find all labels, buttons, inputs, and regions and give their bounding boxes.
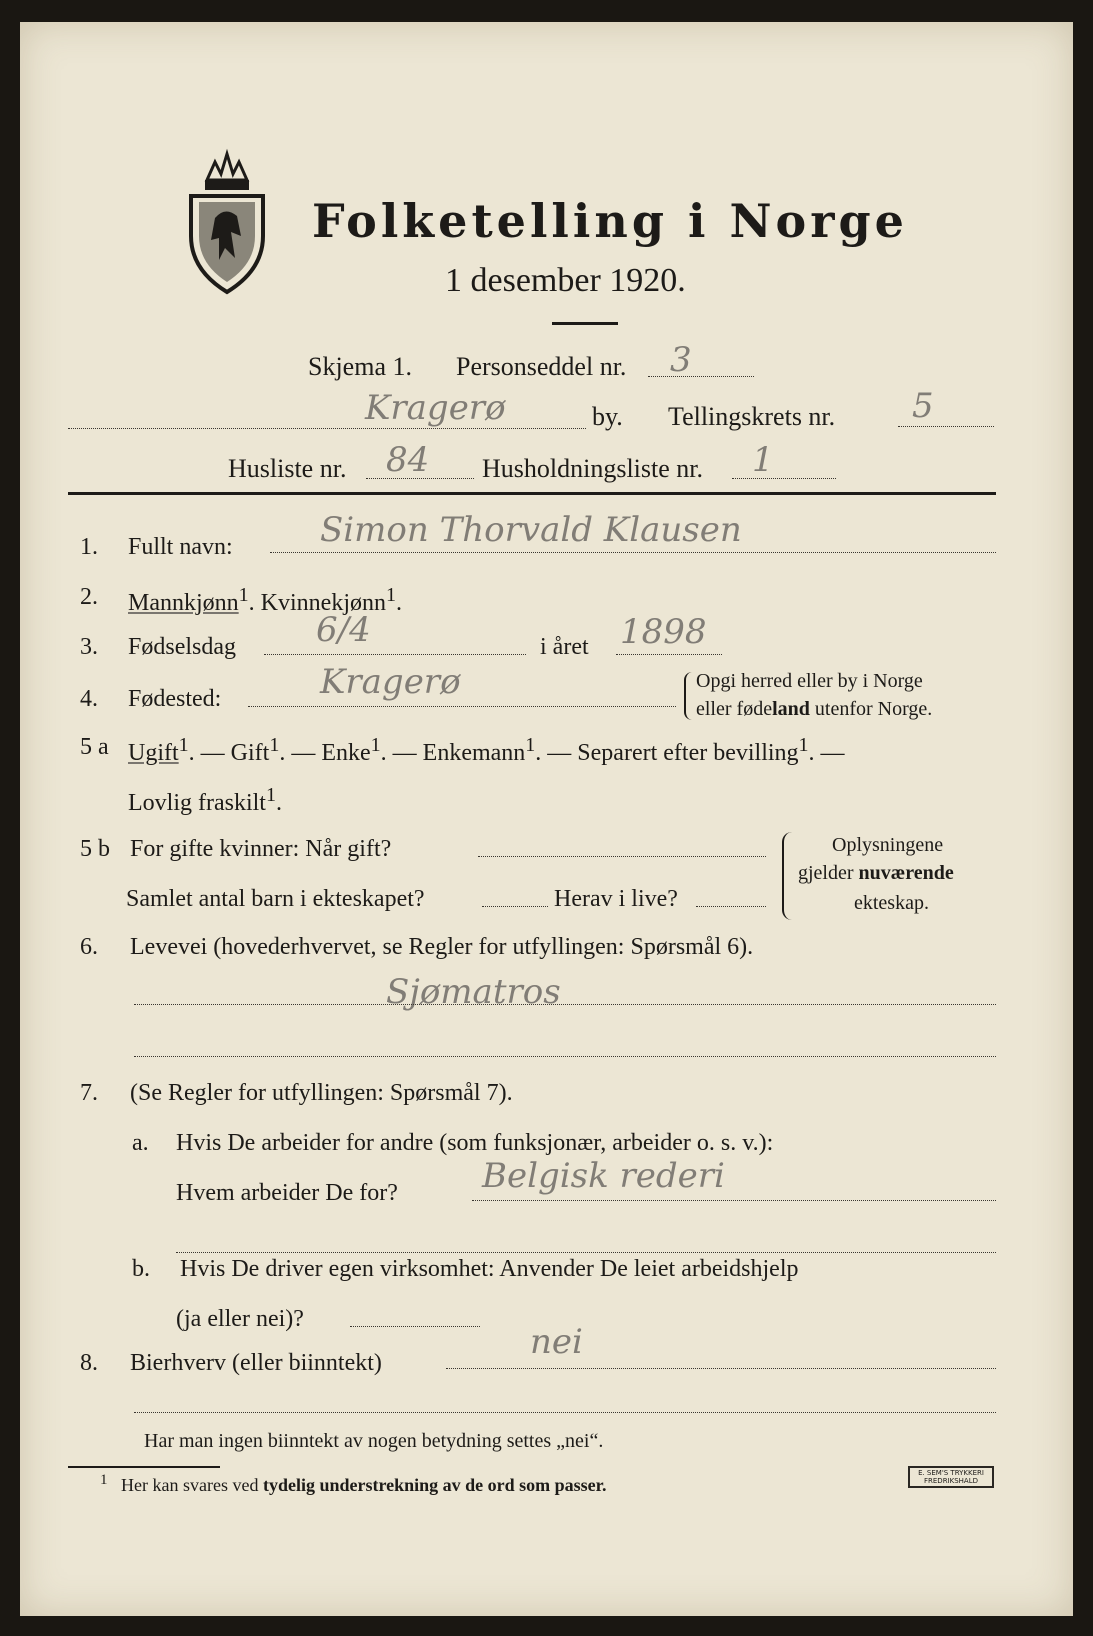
sup-separert: 1	[798, 734, 809, 756]
census-form	[20, 22, 1073, 1616]
q7-label: (Se Regler for utfyllingen: Spørsmål 7).	[130, 1080, 513, 1106]
husholdningsliste-line	[732, 478, 836, 479]
footnote-text-b: tydelig understrekning av de ord som passer.	[262, 1475, 607, 1495]
barn-label: Samlet antal barn i ekteskapet?	[126, 886, 425, 912]
q6-number: 6.	[80, 934, 98, 960]
q4-note-line1: Opgi herred eller by i Norge	[696, 670, 923, 692]
by-label: by.	[592, 402, 623, 431]
norway-coat-of-arms-icon	[185, 140, 269, 296]
option-gift[interactable]: — Gift	[200, 740, 270, 766]
q6-label: Levevei (hovederhvervet, se Regler for utfyllingen: Spørsmål 6).	[130, 934, 754, 960]
footnote	[100, 1472, 607, 1496]
q4-note-line2	[696, 698, 932, 721]
q5b-label: For gifte kvinner: Når gift?	[130, 836, 392, 862]
personseddel-line	[648, 376, 754, 377]
q7-number: 7.	[80, 1080, 98, 1106]
by-line	[68, 428, 586, 429]
sup-mann: 1	[238, 584, 249, 606]
q4-line	[248, 706, 676, 707]
q7b-text: Hvis De driver egen virksomhet: Anvender De leiet arbeidshjelp	[180, 1256, 799, 1282]
footnote-text-a: Her kan svares ved	[121, 1475, 263, 1495]
husholdningsliste-value[interactable]: 1	[752, 440, 774, 480]
q7a-line	[472, 1200, 996, 1201]
full-name-value[interactable]: Simon Thorvald Klausen	[320, 510, 742, 550]
footnote-rule	[68, 1466, 220, 1468]
header-rule	[68, 492, 996, 495]
q4-note-b: land	[772, 698, 810, 720]
q8-line2	[134, 1412, 996, 1413]
birthplace-value[interactable]: Kragerø	[320, 662, 461, 702]
q7a-letter: a.	[132, 1130, 149, 1156]
q4-note-c: utenfor Norge.	[809, 698, 933, 720]
q5b-note1: Oplysningene	[832, 834, 944, 856]
option-kvinnekjonn[interactable]: Kvinnekjønn	[260, 590, 386, 616]
q7a-question: Hvem arbeider De for?	[176, 1180, 398, 1206]
q5a-trailing-dash: —	[820, 740, 845, 766]
q4-label: Fødested:	[128, 686, 222, 712]
dot-separert: .	[808, 740, 815, 766]
option-separert[interactable]: — Separert efter bevilling	[547, 740, 799, 766]
dot-mann: .	[248, 590, 255, 616]
sup-fraskilt: 1	[265, 784, 276, 806]
sup-gift: 1	[269, 734, 280, 756]
q3-label: Fødselsdag	[128, 634, 236, 660]
q8-note: Har man ingen biinntekt av nogen betydning settes „nei“.	[144, 1430, 604, 1452]
husliste-value[interactable]: 84	[386, 440, 430, 480]
q5b-brace	[782, 832, 792, 920]
q6-line2	[134, 1056, 996, 1057]
sup-enke: 1	[370, 734, 381, 756]
skjema-label: Skjema 1.	[308, 352, 412, 381]
q5a-number: 5 a	[80, 734, 109, 760]
husholdningsliste-label: Husholdningsliste nr.	[482, 454, 704, 483]
employer-value[interactable]: Belgisk rederi	[482, 1156, 725, 1196]
q5b-note2-a: gjelder	[798, 862, 859, 884]
tellingskrets-value[interactable]: 5	[912, 386, 934, 426]
sup-ugift: 1	[178, 734, 189, 756]
dot-kvinne: .	[396, 590, 402, 616]
sup-enkemann: 1	[525, 734, 536, 756]
q5b-note2-b: nuværende	[858, 862, 954, 884]
q5b-note3: ekteskap.	[854, 892, 929, 914]
birthday-value[interactable]: 6/4	[316, 610, 371, 650]
year-line	[616, 654, 722, 655]
barn-line	[482, 906, 548, 907]
q1-label: Fullt navn:	[128, 534, 233, 560]
stamp-line2: FREDRIKSHALD	[923, 1477, 978, 1485]
dot-enke: .	[380, 740, 387, 766]
q4-note-a: eller føde	[696, 698, 773, 720]
census-date: 1 desember 1920.	[445, 262, 686, 299]
option-ugift[interactable]: Ugift	[128, 740, 179, 766]
option-enkemann[interactable]: — Enkemann	[392, 740, 526, 766]
q2-number: 2.	[80, 584, 98, 610]
q4-brace	[684, 672, 692, 720]
q1-number: 1.	[80, 534, 98, 560]
q7a-line2	[176, 1252, 996, 1253]
occupation-value[interactable]: Sjømatros	[386, 972, 561, 1012]
q6-line1	[134, 1004, 996, 1005]
q8-number: 8.	[80, 1350, 98, 1376]
option-enke[interactable]: — Enke	[291, 740, 371, 766]
sup-kvinne: 1	[386, 584, 396, 606]
husliste-label: Husliste nr.	[228, 454, 347, 483]
q3-number: 3.	[80, 634, 98, 660]
birth-year-value[interactable]: 1898	[620, 612, 707, 652]
stamp-line1: E. SEM'S TRYKKERI	[918, 1469, 984, 1477]
printer-stamp	[908, 1466, 994, 1488]
q7b-line	[350, 1326, 480, 1327]
tellingskrets-line	[898, 426, 994, 427]
dot-fraskilt: .	[275, 790, 282, 816]
year-label: i året	[540, 634, 589, 660]
dot-enkemann: .	[535, 740, 542, 766]
side-income-value[interactable]: nei	[530, 1322, 583, 1362]
q3-line	[264, 654, 526, 655]
personseddel-value[interactable]: 3	[670, 340, 692, 380]
option-mannkjonn[interactable]: Mannkjønn	[128, 590, 239, 616]
tellingskrets-label: Tellingskrets nr.	[668, 402, 836, 431]
option-fraskilt[interactable]: Lovlig fraskilt	[128, 790, 266, 816]
footnote-number: 1	[100, 1472, 108, 1488]
q7b-letter: b.	[132, 1256, 150, 1282]
dot-gift: .	[279, 740, 286, 766]
q5a-line2	[128, 784, 282, 817]
by-value[interactable]: Kragerø	[365, 388, 506, 428]
q7a-text: Hvis De arbeider for andre (som funksjonær, arbeider o. s. v.):	[176, 1130, 774, 1156]
title-divider	[552, 322, 618, 325]
q5b-number: 5 b	[80, 836, 110, 862]
q1-line	[270, 552, 996, 553]
q8-line	[446, 1368, 996, 1369]
q5a-options	[128, 734, 845, 767]
q4-number: 4.	[80, 686, 98, 712]
ilive-label: Herav i live?	[554, 886, 678, 912]
dot-ugift: .	[188, 740, 195, 766]
personseddel-label: Personseddel nr.	[456, 352, 627, 381]
q8-label: Bierhverv (eller biinntekt)	[130, 1350, 382, 1376]
q5b-gift-line	[478, 856, 766, 857]
form-title: Folketelling i Norge	[312, 194, 908, 248]
q7b-question: (ja eller nei)?	[176, 1306, 304, 1332]
ilive-line	[696, 906, 766, 907]
q5b-note2	[798, 862, 954, 885]
